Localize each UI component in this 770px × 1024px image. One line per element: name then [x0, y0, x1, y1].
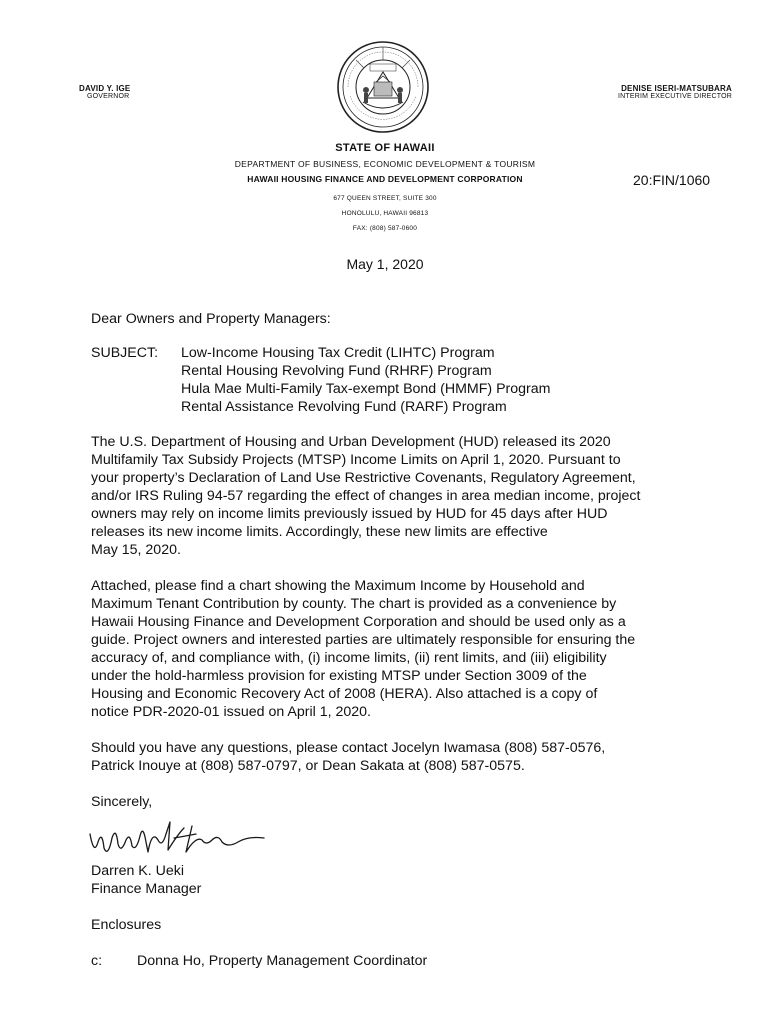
- paragraph-line: guide. Project owners and interested parties are ultimately responsible for ensuring the: [91, 632, 636, 648]
- reference-number: 20:FIN/1060: [633, 172, 711, 188]
- corporation-name: HAWAII HOUSING FINANCE AND DEVELOPMENT CORPORATION: [247, 174, 523, 184]
- letter-date: May 1, 2020: [346, 256, 424, 272]
- paragraph-line: Maximum Tenant Contribution by county. The chart is provided as a convenience by: [91, 596, 617, 612]
- enclosures-label: Enclosures: [91, 917, 162, 933]
- paragraph-line: your property’s Declaration of Land Use Restrictive Covenants, Regulatory Agreement,: [91, 470, 636, 486]
- address-line: 677 QUEEN STREET, SUITE 300: [333, 195, 437, 202]
- paragraph-chart: [91, 577, 691, 721]
- paragraph-contacts: [91, 739, 691, 775]
- governor-block: [79, 84, 130, 100]
- subject-line: Low-Income Housing Tax Credit (LIHTC) Program: [181, 345, 495, 361]
- paragraph-line: accuracy of, and compliance with, (i) income limits, (ii) rent limits, and (iii) eligibility: [91, 650, 607, 666]
- cc-label: c:: [91, 953, 103, 969]
- director-block: [618, 84, 732, 100]
- subject-label: SUBJECT:: [91, 345, 159, 361]
- director-name: DENISE ISERI-MATSUBARA: [621, 84, 732, 93]
- signer-name: Darren K. Ueki: [91, 863, 185, 879]
- state-heading: STATE OF HAWAII: [335, 142, 435, 154]
- paragraph-line: Housing and Economic Recovery Act of 2008 (HERA). Also attached is a copy of: [91, 686, 598, 702]
- salutation: Dear Owners and Property Managers:: [91, 311, 331, 327]
- governor-name: DAVID Y. IGE: [79, 84, 131, 93]
- state-seal-icon: [336, 40, 430, 134]
- paragraph-line: Attached, please find a chart showing the Maximum Income by Household and: [91, 578, 585, 594]
- director-title: INTERIM EXECUTIVE DIRECTOR: [618, 93, 732, 100]
- paragraph-hud-release: [91, 433, 691, 559]
- paragraph-line: notice PDR-2020-01 issued on April 1, 2020.: [91, 704, 371, 720]
- fax-line: FAX: (808) 587-0600: [352, 225, 418, 232]
- signature-image: [88, 812, 278, 862]
- paragraph-line: and/or IRS Ruling 94-57 regarding the effect of changes in area median income, project: [91, 488, 641, 504]
- paragraph-line: under the hold-harmless provision for existing MTSP under Section 3009 of the: [91, 668, 587, 684]
- subject-line: Hula Mae Multi-Family Tax-exempt Bond (HMMF) Program: [181, 381, 551, 397]
- address-line: HONOLULU, HAWAII 96813: [341, 210, 429, 217]
- paragraph-line: releases its new income limits. Accordingly, these new limits are effective: [91, 524, 548, 540]
- paragraph-line: The U.S. Department of Housing and Urban Development (HUD) released its 2020: [91, 434, 611, 450]
- subject-list: [181, 344, 550, 416]
- paragraph-line: Hawaii Housing Finance and Development Corporation and should be used only as a: [91, 614, 626, 630]
- subject-line: Rental Assistance Revolving Fund (RARF) Program: [181, 399, 507, 415]
- department-name: DEPARTMENT OF BUSINESS, ECONOMIC DEVELOPMENT & TOURISM: [234, 159, 536, 169]
- paragraph-line: Multifamily Tax Subsidy Projects (MTSP) Income Limits on April 1, 2020. Pursuant to: [91, 452, 621, 468]
- paragraph-line: owners may rely on income limits previously issued by HUD for 45 days after HUD: [91, 506, 608, 522]
- closing: Sincerely,: [91, 794, 153, 810]
- governor-title: GOVERNOR: [87, 93, 130, 100]
- cc-recipient: Donna Ho, Property Management Coordinator: [137, 953, 428, 969]
- paragraph-line: May 15, 2020.: [91, 542, 181, 558]
- subject-line: Rental Housing Revolving Fund (RHRF) Program: [181, 363, 492, 379]
- paragraph-line: Patrick Inouye at (808) 587-0797, or Dean Sakata at (808) 587-0575.: [91, 758, 525, 774]
- signer-title: Finance Manager: [91, 881, 202, 897]
- paragraph-line: Should you have any questions, please contact Jocelyn Iwamasa (808) 587-0576,: [91, 740, 606, 756]
